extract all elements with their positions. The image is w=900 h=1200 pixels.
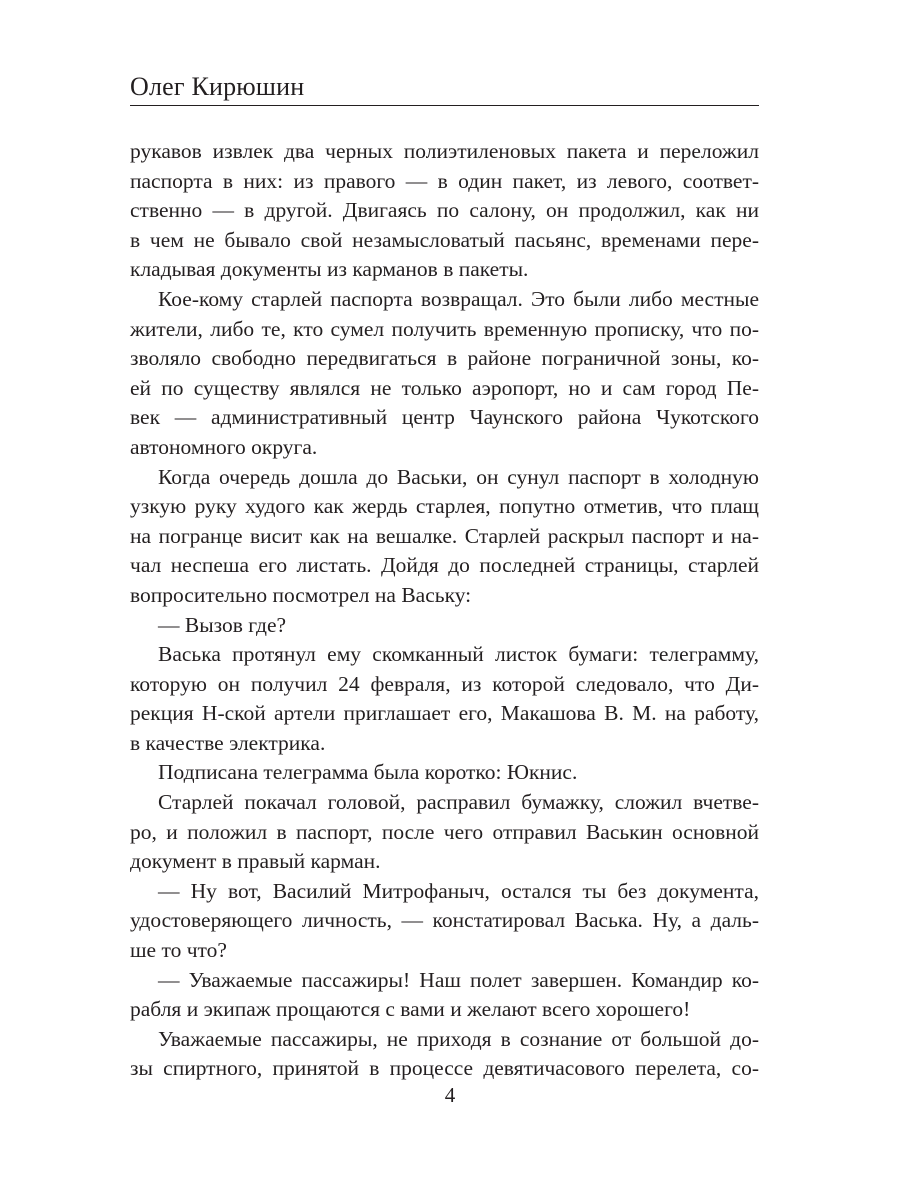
text-line: жители, либо те, кто сумел получить временную прописку, что по- bbox=[130, 316, 759, 341]
text-line: рекция Н-ской артели приглашает его, Макашова В. М. на работу, bbox=[130, 701, 759, 726]
text-line: Уважаемые пассажиры, не приходя в сознание от большой до- bbox=[158, 1026, 759, 1051]
text-line: Старлей покачал головой, расправил бумажку, сложил вчетве- bbox=[158, 790, 759, 815]
text-line: зволяло свободно передвигаться в районе пограничной зоны, ко- bbox=[130, 346, 759, 371]
text-line: удостоверяющего личность, — констатировал Васька. Ну, а даль- bbox=[130, 908, 759, 933]
text-line: Кое-кому старлей паспорта возвращал. Это были либо местные bbox=[158, 286, 759, 311]
text-line: — Ну вот, Василий Митрофаныч, остался ты без документа, bbox=[158, 878, 759, 903]
text-line: которую он получил 24 февраля, из которой следовало, что Ди- bbox=[130, 671, 759, 696]
text-line: в чем не бывало свой незамысловатый пасьянс, временами пере- bbox=[130, 227, 759, 252]
text-line: ше то что? bbox=[130, 938, 227, 963]
body-text bbox=[130, 137, 759, 1084]
text-line: документ в правый карман. bbox=[130, 849, 381, 874]
header-rule bbox=[130, 105, 759, 106]
text-line: на погранце висит как на вешалке. Старлей раскрыл паспорт и на- bbox=[130, 523, 759, 548]
text-line: автономного округа. bbox=[130, 434, 318, 459]
text-line: рабля и экипаж прощаются с вами и желают всего хорошего! bbox=[130, 997, 691, 1022]
text-line: ей по существу являлся не только аэропорт, но и сам город Пе- bbox=[130, 375, 759, 400]
text-line: Когда очередь дошла до Васьки, он сунул паспорт в холодную bbox=[158, 464, 759, 489]
text-line: ственно — в другой. Двигаясь по салону, он продолжил, как ни bbox=[130, 198, 759, 223]
running-head: Олег Кирюшин bbox=[130, 72, 305, 101]
text-line: в качестве электрика. bbox=[130, 730, 326, 755]
text-line: вопросительно посмотрел на Ваську: bbox=[130, 582, 472, 607]
text-line: кладывая документы из карманов в пакеты. bbox=[130, 257, 529, 282]
text-line: — Вызов где? bbox=[158, 612, 287, 637]
text-line: ро, и положил в паспорт, после чего отправил Васькин основной bbox=[130, 819, 759, 844]
text-line: зы спиртного, принятой в процессе девятичасового перелета, со- bbox=[130, 1056, 759, 1081]
text-line: Подписана телеграмма была коротко: Юкнис. bbox=[158, 760, 578, 785]
text-line: — Уважаемые пассажиры! Наш полет завершен. Командир ко- bbox=[158, 967, 759, 992]
text-line: паспорта в них: из правого — в один пакет, из левого, соответ- bbox=[130, 168, 759, 193]
text-line: век — административный центр Чаунского района Чукотского bbox=[130, 405, 759, 430]
text-line: Васька протянул ему скомканный листок бумаги: телеграмму, bbox=[158, 642, 759, 667]
text-line: узкую руку худого как жердь старлея, попутно отметив, что плащ bbox=[130, 494, 759, 519]
text-line: чал неспеша его листать. Дойдя до последней страницы, старлей bbox=[130, 553, 759, 578]
text-line: рукавов извлек два черных полиэтиленовых пакета и переложил bbox=[130, 139, 759, 163]
page-number: 4 bbox=[444, 1083, 456, 1107]
